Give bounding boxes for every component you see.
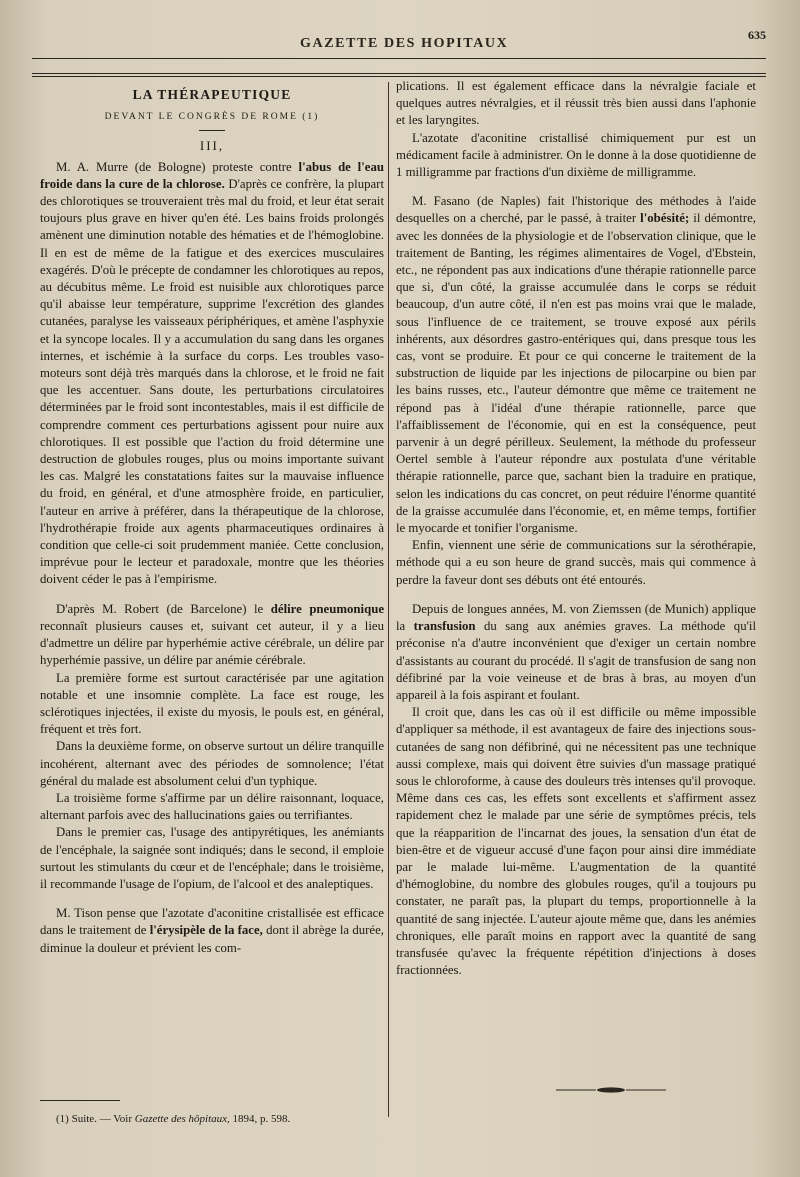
paragraph-bold: l'abus de l'eau froide dans la cure de la chlorose.: [40, 159, 384, 191]
right-column: [396, 78, 756, 979]
paragraph: [40, 905, 384, 957]
footnote-ref: 1894, p. 598.: [229, 1113, 291, 1125]
column-divider: [388, 82, 389, 1117]
paragraph-text: du sang aux anémies graves. La méthode qu'il préconise n'a d'autre inconvénient que d'exiger un certain nombre d'assistants au courant du procédé. Il s'agit de transfusion de sang non défibriné par la voie veineuse et de bras à bras, au moyen d'un appareil à la fois aspirant et foulant.: [396, 619, 757, 702]
paragraph-text: Dans le premier cas, l'usage des antipyrétiques, les anémiants de l'encéphale, la saignée sont indiqués; dans le second, il emploie surtout les stimulants du cœur et de l'encéphale; dans le troisième, il recommande l'usage de l'opium, de l'alcool et des analeptiques.: [40, 825, 384, 891]
article-subtitle: [40, 109, 384, 126]
paragraph: [396, 130, 756, 182]
paragraph-lead: D'après M. Robert (de Barcelone) le: [56, 601, 271, 616]
article-subtitle-text: DEVANT LE CONGRÈS DE ROME: [104, 112, 298, 123]
paragraph-text: D'après ce confrère, la plupart des chlorotiques se trouveraient très mal du froid, et leur état serait toujours plus grave en hiver qu'en été. Les bains froids prolongés amènent une diminution notable des hématies et de l'hémoglobine. Il en est de même de la fatigue et des exercices musculaires exagérés. D'où le précepte de condamner les chlorotiques au repos, au décubitus même. Le froid est nuisible aux chlorotiques parce qu'il abaisse leur température, supprime l'excrétion des glandes cutanées, paralyse les vaisseaux périphériques, et amène l'asphyxie et la syncope locales. Il y a accumulation du sang dans les organes internes, et ischémie à la surface du corps. Les troubles vaso-moteurs sont déjà très marqués dans la chlorose, et le froid ne fait que les accentuer. Sans doute, les perturbations circulatoires déterminées par le froid sont incontestables, mais il est difficile de comprendre comment ces perturbations agissent pour nuire aux chlorotiques. Il est possible que l'action du froid détermine une destruction de globules rouges, plus ou moins importante suivant les cas. Malgré les constatations faites sur la mauvaise influence du froid, en général, et d'une atmosphère froide, en particulier, l'auteur en arrive à préférer, dans la thérapeutique de la chlorose, l'hydrothérapie froide aux agents pharmaceutiques ordinaires à condition que celle-ci soit prudemment maniée. Cette conclusion, imprévue pour le lecteur et paradoxale, montre que les théories doivent céder le pas à l'empirisme.: [40, 176, 384, 587]
footnote-number: (1): [56, 1113, 69, 1125]
ornament-divider: [556, 1085, 666, 1095]
paragraph: [40, 824, 384, 893]
paragraph-text: il démontre, avec les données de la physiologie et de l'observation clinique, que le traitement de Banting, les régimes alimentaires de Vogel, d'Ebstein, etc., ne répondent pas aux indications d'une thérapie rationnelle parce que si, d'un côté, la graisse accumulée dans le corps se réduit beaucoup, d'un autre côté, il n'en est pas moins vrai que le malade, sous l'influence de ce traitement, se trouve exposé aux périls inhérents, aux désordres gastro-entériques qui, dans presque tous les cas, vont se produire. Et pour ce qui concerne le traitement de la substruction de liquide par les injections de pilocarpine ou bien par les bains russes, etc., l'auteur démontre que même ce traitement ne répond pas à l'idéal d'une thérapie rationnelle, parce que l'affaiblissement de l'économie, qui en est la conséquence, peut parvenir à un degré périlleux. Seulement, la méthode du professeur Oertel semble à l'auteur répondre aux postulata d'une véritable thérapie rationnelle, parce que, sachant bien la traduire en pratique, selon les indications du cas concret, on peut réduire l'énorme quantité de la graisse accumulée dans l'économie, et, en même temps, fortifier le myocarde et tonifier l'organisme.: [396, 211, 756, 536]
paragraph-text: La troisième forme s'affirme par un délire raisonnant, loquace, alternant parfois avec des hallucinations gaies ou terrifiantes.: [40, 790, 384, 823]
page-number: 635: [748, 28, 766, 42]
paragraph: [40, 601, 384, 670]
paragraph: [40, 738, 384, 790]
paragraph-text: reconnaît plusieurs causes et, suivant cet auteur, il y a lieu d'admettre un délire par hyperhémie active cérébrale, un délire par hyperhémie passive, un délire par anémie cérébrale.: [40, 618, 384, 668]
paragraph-text: Il croit que, dans les cas où il est difficile ou même impossible d'appliquer sa méthode, il est avantageux de faire des injections sous-cutanées de sang non défibriné, qui ne nécessitent pas une technique aussi complexe, mais qui doivent être suivies d'un massage pratiqué sous le chloroforme, à cause des douleurs très intenses qu'il provoque. Même dans ces cas, les effets sont excellents et s'affirment assez rapidement chez le malade par une série de symptômes précis, tels que la réapparition de l'incarnat des joues, la sensation d'un état de bien-être et de vigueur accusé d'une façon pour ainsi dire immédiate par le malade lui-même. L'augmentation de la quantité d'hémoglobine, du nombre des globules rouges, qu'il a toujours pu constater, ne paraît pas, la plupart du temps, proportionnelle à la quantité de sang injectée. L'auteur ajoute même que, dans les anémies chroniques, elle paraît moins en rapport avec la quantité de sang transfusée qu'avec la fréquente répétition d'injections à doses fractionnées.: [396, 705, 756, 978]
paragraph: [396, 78, 756, 130]
footnote-rule: [40, 1100, 120, 1101]
paragraph-text: dont il abrège la durée, diminue la douleur et prévient les com-: [40, 923, 384, 955]
paragraph-lead: Depuis de longues années, M. von Ziemssen (de Munich) applique la: [396, 601, 756, 634]
paragraph-lead: M. Fasano (de Naples) fait l'historique des méthodes à l'aide desquelles on a cherché, par le passé, à traiter: [396, 194, 756, 226]
paragraph-bold: l'érysipèle de la face,: [149, 923, 263, 938]
left-column: [40, 86, 384, 957]
right-body: [396, 78, 756, 979]
footnote-source: Gazette des hôpitaux,: [134, 1113, 230, 1125]
paragraph: [396, 601, 756, 704]
paragraph: [396, 704, 756, 979]
paragraph-lead: M. Tison pense que l'azotate d'aconitine cristallisée est efficace dans le traitement de: [40, 906, 384, 938]
paragraph: [396, 537, 756, 589]
paragraph-text: L'azotate d'aconitine cristallisé chimiquement pur est un médicament facile à administrer. On le donne à la dose quotidienne de 1 milligramme par fractions d'un dixième de milligramme.: [396, 130, 756, 180]
article-subtitle-note: (1): [302, 112, 320, 123]
journal-title: GAZETTE DES HOPITAUX: [300, 36, 509, 51]
paragraph-bold: transfusion: [413, 619, 476, 634]
header-rule-top: [32, 58, 766, 59]
paragraph-bold: l'obésité;: [640, 211, 690, 226]
part-number: III,: [199, 138, 225, 154]
paragraph: [40, 790, 384, 824]
left-body: [40, 159, 384, 957]
paragraph-text: plications. Il est également efficace dans la névralgie faciale et quelques autres névralgies, et il réussit très bien aussi dans l'aphonie et les laryngites.: [396, 79, 756, 128]
paragraph-text: Enfin, viennent une série de communications sur la sérothérapie, méthode qui a eu son heure de grand succès, mais qui commence à perdre la faveur dont ses débuts ont été entourés.: [396, 538, 756, 587]
footnote: [56, 1113, 290, 1125]
paragraph: [40, 159, 384, 589]
header-rule-1: [32, 73, 766, 74]
header-rule-2: [32, 76, 766, 77]
paragraph: [40, 670, 384, 739]
paragraph: [396, 193, 756, 537]
paragraph-text: La première forme est surtout caractérisée par une agitation notable et une insomnie complète. La face est rouge, les sclérotiques injectées, il existe du myosis, le pouls est, en général, fréquent et très fort.: [40, 670, 384, 737]
footnote-text: Suite. — Voir: [71, 1113, 135, 1125]
paragraph-lead: M. A. Murre (de Bologne) proteste contre: [56, 159, 299, 174]
paragraph-text: Dans la deuxième forme, on observe surtout un délire tranquille incohérent, alternant avec des périodes de somnolence; l'état général du malade est absolument celui d'un typhique.: [40, 739, 384, 788]
title-rule: [199, 130, 225, 131]
running-head: [0, 28, 800, 54]
article-title: LA THÉRAPEUTIQUE: [132, 87, 292, 102]
paragraph-bold: délire pneumonique: [270, 601, 384, 616]
